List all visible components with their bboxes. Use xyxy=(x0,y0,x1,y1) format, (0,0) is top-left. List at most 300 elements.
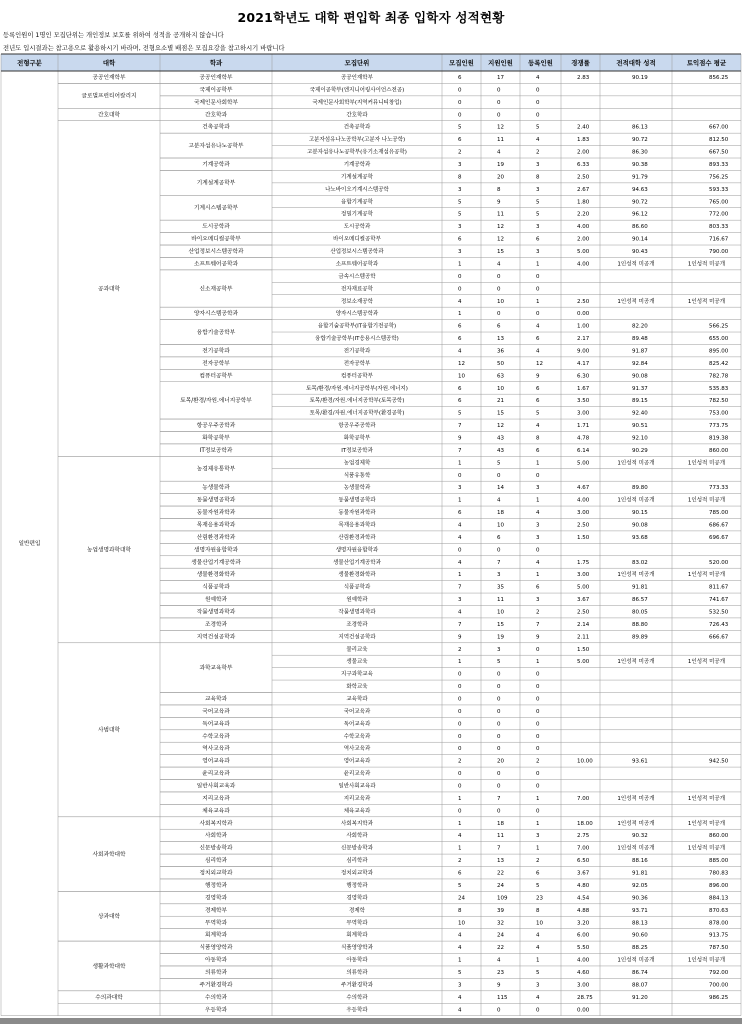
unit-cell: 아동학과 xyxy=(346,957,368,964)
quota-cell: 4 xyxy=(458,522,462,529)
applicants-cell: 0 xyxy=(497,547,501,554)
enrolled-cell: 4 xyxy=(536,423,540,430)
unit-cell: 교육학과 xyxy=(346,696,368,703)
gpa-cell: 94.63 xyxy=(632,186,648,193)
column-header: 모집단위 xyxy=(344,59,370,67)
enrolled-cell: 0 xyxy=(536,746,540,753)
department-cell: 간호학과 xyxy=(205,112,227,119)
unit-cell: 동물자원과학과 xyxy=(338,510,376,517)
column-header: 지원인원 xyxy=(488,59,513,67)
department-cell: 소프트웨어공학과 xyxy=(194,261,238,268)
enrolled-cell: 3 xyxy=(536,522,540,529)
applicants-cell: 0 xyxy=(497,286,501,293)
toeic-cell: 666.67 xyxy=(709,634,729,641)
enrolled-cell: 0 xyxy=(536,721,540,728)
college-cell: 간호대학 xyxy=(98,112,120,119)
unit-cell: 식품영양학과 xyxy=(341,945,373,952)
department-cell: 전기공학과 xyxy=(202,348,230,355)
enrolled-cell: 0 xyxy=(536,783,540,790)
ratio-cell: 4.88 xyxy=(577,907,590,914)
ratio-cell: 6.00 xyxy=(577,932,590,939)
quota-cell: 0 xyxy=(458,808,462,815)
quota-cell: 0 xyxy=(458,721,462,728)
ratio-cell: 4.17 xyxy=(577,360,590,367)
ratio-cell: 3.00 xyxy=(577,410,590,417)
department-cell: 식품영양학과 xyxy=(199,945,233,952)
ratio-cell: 1.71 xyxy=(577,423,590,430)
unit-cell: 체육교육과 xyxy=(343,808,371,815)
gpa-cell: 96.12 xyxy=(632,211,648,218)
unit-cell: 신문방송학과 xyxy=(341,845,373,852)
applicants-cell: 109 xyxy=(497,895,508,902)
department-cell: 기계설계공학부 xyxy=(196,180,236,187)
quota-cell: 0 xyxy=(458,733,462,740)
unit-cell: 고분자섬유나노공학부(고분자 나노공학) xyxy=(308,137,406,144)
ratio-cell: 2.40 xyxy=(577,124,590,131)
unit-cell: 식품유통학 xyxy=(343,472,371,479)
applicants-cell: 19 xyxy=(497,634,504,641)
toeic-cell: 782.50 xyxy=(709,398,729,405)
unit-cell: 양자시스템공학과 xyxy=(335,311,379,318)
toeic-cell: 787.50 xyxy=(709,945,729,952)
ratio-cell: 1.75 xyxy=(577,559,590,566)
gpa-cell: 91.20 xyxy=(632,994,648,1001)
unit-cell: 심리학과 xyxy=(346,858,368,865)
enrolled-cell: 6 xyxy=(536,447,540,454)
unit-cell: 금속시스템공학 xyxy=(338,273,376,280)
unit-cell: 영어교육과 xyxy=(343,758,371,765)
unit-cell: 정밀기계공학 xyxy=(341,211,373,218)
applicants-cell: 12 xyxy=(497,423,504,430)
applicants-cell: 19 xyxy=(497,162,504,169)
unit-cell: 작물생명과학과 xyxy=(338,609,376,616)
gpa-cell: 93.71 xyxy=(632,907,648,914)
gpa-cell: 88.16 xyxy=(632,858,648,865)
quota-cell: 8 xyxy=(458,907,462,914)
unit-cell: 수학교육과 xyxy=(343,733,371,740)
unit-cell: 경영학과 xyxy=(346,895,368,902)
quota-cell: 1 xyxy=(458,659,462,666)
department-cell: 과학교육학부 xyxy=(199,665,233,672)
enrolled-cell: 4 xyxy=(536,75,540,82)
unit-cell: 목재응용과학과 xyxy=(338,522,376,529)
enrolled-cell: 1 xyxy=(536,261,540,268)
column-header: 토익점수 평균 xyxy=(686,59,727,67)
applicants-cell: 7 xyxy=(497,559,501,566)
ratio-cell: 1.67 xyxy=(577,385,590,392)
ratio-cell: 3.00 xyxy=(577,510,590,517)
ratio-cell: 2.17 xyxy=(577,336,590,343)
department-cell: 공공인재학부 xyxy=(199,75,233,82)
department-cell: 일반사회교육과 xyxy=(196,783,236,790)
quota-cell: 4 xyxy=(458,833,462,840)
department-cell: 의류학과 xyxy=(205,969,227,976)
enrolled-cell: 6 xyxy=(536,236,540,243)
applicants-cell: 23 xyxy=(497,969,504,976)
toeic-cell: 667.50 xyxy=(709,149,729,156)
department-cell: 전자공학부 xyxy=(202,360,230,367)
quota-cell: 5 xyxy=(458,410,462,417)
enrolled-cell: 3 xyxy=(536,485,540,492)
enrolled-cell: 6 xyxy=(536,870,540,877)
gpa-cell: 88.80 xyxy=(632,621,648,628)
unit-cell: 역사교육과 xyxy=(343,746,371,753)
department-cell: 수의학과 xyxy=(205,994,227,1001)
department-cell: 역사교육과 xyxy=(202,746,230,753)
department-cell: 신소재공학부 xyxy=(199,286,233,293)
enrolled-cell: 7 xyxy=(536,621,540,628)
unit-cell: 전자재료공학 xyxy=(341,286,373,293)
enrolled-cell: 4 xyxy=(536,510,540,517)
ratio-cell: 3.50 xyxy=(577,398,590,405)
ratio-cell: 5.00 xyxy=(577,460,590,467)
ratio-cell: 9.00 xyxy=(577,348,590,355)
quota-cell: 4 xyxy=(458,932,462,939)
department-cell: 무역학과 xyxy=(205,920,227,927)
unit-cell: 산림환경과학과 xyxy=(338,534,376,541)
unit-cell: 동물생명공학과 xyxy=(338,497,376,504)
applicants-cell: 50 xyxy=(497,360,504,367)
department-cell: 컴퓨터공학부 xyxy=(199,373,233,380)
toeic-cell: 782.78 xyxy=(709,373,729,380)
quota-cell: 3 xyxy=(458,162,462,169)
ratio-cell: 6.50 xyxy=(577,858,590,865)
ratio-cell: 2.50 xyxy=(577,298,590,305)
quota-cell: 3 xyxy=(458,982,462,989)
unit-cell: 건축공학과 xyxy=(343,124,371,131)
unit-cell: 사회복지학과 xyxy=(341,820,373,827)
applicants-cell: 9 xyxy=(497,982,501,989)
gpa-cell: 90.32 xyxy=(632,833,648,840)
department-cell: 주거환경학과 xyxy=(199,982,233,989)
ratio-cell: 5.00 xyxy=(577,659,590,666)
unit-cell: 나노바이오기계시스템공학 xyxy=(325,186,389,193)
ratio-cell: 2.00 xyxy=(577,149,590,156)
quota-cell: 6 xyxy=(458,870,462,877)
college-cell: 공과대학 xyxy=(98,286,120,293)
ratio-cell: 4.00 xyxy=(577,957,590,964)
department-cell: 농경제유통학부 xyxy=(196,466,236,473)
toeic-cell: 1인성적 미공개 xyxy=(687,820,726,827)
department-cell: 융합기술공학부 xyxy=(196,329,236,336)
college-cell: 생활과학대학 xyxy=(92,963,126,970)
toeic-cell: 792.00 xyxy=(709,969,729,976)
department-cell: 체육교육과 xyxy=(202,808,230,815)
toeic-cell: 700.00 xyxy=(709,982,729,989)
enrolled-cell: 4 xyxy=(536,932,540,939)
unit-cell: 융합기계공학 xyxy=(341,199,373,206)
gpa-cell: 89.89 xyxy=(632,634,648,641)
unit-cell: 주거환경학과 xyxy=(341,982,373,989)
quota-cell: 4 xyxy=(458,1007,462,1014)
ratio-cell: 4.60 xyxy=(577,969,590,976)
gpa-cell: 90.43 xyxy=(632,249,648,256)
ratio-cell: 4.00 xyxy=(577,224,590,231)
gpa-cell: 1인성적 미공개 xyxy=(617,659,655,666)
notice-line-2: 전년도 입시결과는 참고용으로 활용하시기 바라며, 전형요소별 배점은 모집요강을 참고하시기 바랍니다 xyxy=(3,45,285,52)
unit-cell: 토목/환경/자원.에너지공학부(토목공학) xyxy=(309,398,405,405)
enrolled-cell: 1 xyxy=(536,460,540,467)
enrolled-cell: 4 xyxy=(536,945,540,952)
toeic-cell: 893.33 xyxy=(709,162,729,169)
gpa-cell: 83.02 xyxy=(632,559,648,566)
gpa-cell: 93.61 xyxy=(632,758,648,765)
quota-cell: 10 xyxy=(458,373,465,380)
toeic-cell: 803.33 xyxy=(709,224,729,231)
toeic-cell: 696.67 xyxy=(709,534,729,541)
gpa-cell: 88.07 xyxy=(632,982,648,989)
unit-cell: 원예학과 xyxy=(346,597,368,604)
quota-cell: 1 xyxy=(458,820,462,827)
gpa-cell: 90.14 xyxy=(632,236,648,243)
applicants-cell: 9 xyxy=(497,199,501,206)
quota-cell: 0 xyxy=(458,708,462,715)
toeic-cell: 1인성적 미공개 xyxy=(687,497,726,504)
quota-cell: 6 xyxy=(458,398,462,405)
column-header: 모집인원 xyxy=(449,59,474,67)
applicants-cell: 8 xyxy=(497,186,501,193)
applicants-cell: 18 xyxy=(497,510,504,517)
quota-cell: 10 xyxy=(458,920,465,927)
quota-cell: 7 xyxy=(458,621,462,628)
quota-cell: 4 xyxy=(458,348,462,355)
gpa-cell: 89.15 xyxy=(632,398,648,405)
enrolled-cell: 9 xyxy=(536,634,540,641)
unit-cell: 융합기술공학부(IT응용시스템공학) xyxy=(315,336,399,343)
department-cell: 사회복지학과 xyxy=(199,820,233,827)
unit-cell: 정보소재공학 xyxy=(341,298,373,305)
ratio-cell: 10.00 xyxy=(577,758,593,765)
enrolled-cell: 0 xyxy=(536,1007,540,1014)
department-cell: 원예학과 xyxy=(205,597,227,604)
applicants-cell: 0 xyxy=(497,771,501,778)
quota-cell: 3 xyxy=(458,186,462,193)
quota-cell: 0 xyxy=(458,671,462,678)
toeic-cell: 896.00 xyxy=(709,882,729,889)
ratio-cell: 2.14 xyxy=(577,621,590,628)
ratio-cell: 2.75 xyxy=(577,833,590,840)
applicants-cell: 63 xyxy=(497,373,504,380)
quota-cell: 3 xyxy=(458,249,462,256)
enrolled-cell: 0 xyxy=(536,112,540,119)
toeic-cell: 1인성적 미공개 xyxy=(687,261,726,268)
quota-cell: 6 xyxy=(458,336,462,343)
quota-cell: 4 xyxy=(458,945,462,952)
quota-cell: 4 xyxy=(458,534,462,541)
applicants-cell: 11 xyxy=(497,211,504,218)
gpa-cell: 90.08 xyxy=(632,373,648,380)
ratio-cell: 2.50 xyxy=(577,609,590,616)
quota-cell: 5 xyxy=(458,124,462,131)
enrolled-cell: 6 xyxy=(536,336,540,343)
gpa-cell: 1인성적 미공개 xyxy=(617,820,655,827)
enrolled-cell: 8 xyxy=(536,907,540,914)
toeic-cell: 753.00 xyxy=(709,410,729,417)
enrolled-cell: 8 xyxy=(536,435,540,442)
enrolled-cell: 3 xyxy=(536,982,540,989)
enrolled-cell: 6 xyxy=(536,385,540,392)
college-cell: 수의과대학 xyxy=(95,994,123,1001)
gpa-cell: 90.72 xyxy=(632,137,648,144)
ratio-cell: 0.00 xyxy=(577,311,590,318)
notice-line-1: 등록인원이 1명인 모집단위는 개인정보 보호를 위하여 성적을 공개하지 않습니다 xyxy=(3,32,224,39)
unit-cell: 행정학과 xyxy=(346,882,368,889)
department-cell: 기계시스템공학부 xyxy=(194,205,238,212)
selection-type-cell: 일반편입 xyxy=(18,541,41,548)
ratio-cell: 4.67 xyxy=(577,485,590,492)
quota-cell: 1 xyxy=(458,572,462,579)
quota-cell: 3 xyxy=(458,485,462,492)
toeic-cell: 566.25 xyxy=(709,323,729,330)
applicants-cell: 4 xyxy=(497,957,501,964)
unit-cell: 바이오메디컬공학부 xyxy=(333,236,381,243)
applicants-cell: 12 xyxy=(497,236,504,243)
department-cell: 조경학과 xyxy=(205,621,227,628)
applicants-cell: 0 xyxy=(497,721,501,728)
ratio-cell: 5.00 xyxy=(577,584,590,591)
enrolled-cell: 3 xyxy=(536,224,540,231)
unit-cell: 국제이공학부(엔지니어링사이언스전공) xyxy=(309,87,405,94)
gpa-cell: 1인성적 미공개 xyxy=(617,572,655,579)
ratio-cell: 1.50 xyxy=(577,534,590,541)
department-cell: 신문방송학과 xyxy=(199,845,233,852)
quota-cell: 3 xyxy=(458,224,462,231)
enrolled-cell: 12 xyxy=(536,360,543,367)
gpa-cell: 1인성적 미공개 xyxy=(617,460,655,467)
enrolled-cell: 1 xyxy=(536,298,540,305)
applicants-cell: 4 xyxy=(497,149,501,156)
department-cell: IT정보공학과 xyxy=(199,447,233,454)
unit-cell: 조경학과 xyxy=(346,621,368,628)
enrolled-cell: 0 xyxy=(536,273,540,280)
college-cell: 상과대학 xyxy=(98,914,120,921)
quota-cell: 0 xyxy=(458,112,462,119)
department-cell: 독어교육과 xyxy=(202,721,230,728)
gpa-cell: 90.19 xyxy=(632,75,648,82)
enrolled-cell: 1 xyxy=(536,572,540,579)
gpa-cell: 89.48 xyxy=(632,336,648,343)
unit-cell: 도시공학과 xyxy=(343,224,371,231)
gpa-cell: 86.13 xyxy=(632,124,648,131)
gpa-cell: 90.38 xyxy=(632,162,648,169)
ratio-cell: 3.67 xyxy=(577,597,590,604)
applicants-cell: 12 xyxy=(497,124,504,131)
enrolled-cell: 1 xyxy=(536,845,540,852)
unit-cell: 윤리교육과 xyxy=(343,771,371,778)
unit-cell: 전기공학과 xyxy=(343,348,371,355)
ratio-cell: 2.50 xyxy=(577,522,590,529)
toeic-cell: 1인성적 미공개 xyxy=(687,298,726,305)
quota-cell: 6 xyxy=(458,385,462,392)
department-cell: 지리교육과 xyxy=(202,795,230,802)
enrolled-cell: 5 xyxy=(536,199,540,206)
quota-cell: 12 xyxy=(458,360,465,367)
gpa-cell: 91.79 xyxy=(632,174,648,181)
department-cell: 지역건설공학과 xyxy=(196,634,236,641)
unit-cell: 지리교육과 xyxy=(343,795,371,802)
unit-cell: 기계설계공학 xyxy=(341,174,373,181)
toeic-cell: 878.00 xyxy=(709,920,729,927)
enrolled-cell: 3 xyxy=(536,162,540,169)
applicants-cell: 0 xyxy=(497,746,501,753)
department-cell: 영어교육과 xyxy=(202,758,230,765)
quota-cell: 0 xyxy=(458,273,462,280)
gpa-cell: 86.30 xyxy=(632,149,648,156)
enrolled-cell: 5 xyxy=(536,882,540,889)
department-cell: 산업정보시스템공학과 xyxy=(188,249,244,256)
quota-cell: 4 xyxy=(458,609,462,616)
quota-cell: 2 xyxy=(458,646,462,653)
quota-cell: 7 xyxy=(458,447,462,454)
toeic-cell: 819.38 xyxy=(709,435,729,442)
quota-cell: 6 xyxy=(458,137,462,144)
enrolled-cell: 3 xyxy=(536,534,540,541)
enrolled-cell: 0 xyxy=(536,472,540,479)
gpa-cell: 92.84 xyxy=(632,360,648,367)
toeic-cell: 667.00 xyxy=(709,124,729,131)
department-cell: 행정학과 xyxy=(205,882,227,889)
department-cell: 목재응용과학과 xyxy=(196,522,236,529)
quota-cell: 1 xyxy=(458,957,462,964)
applicants-cell: 0 xyxy=(497,87,501,94)
department-cell: 동물자원과학과 xyxy=(196,510,236,517)
quota-cell: 1 xyxy=(458,845,462,852)
department-cell: 회계학과 xyxy=(205,932,227,939)
gpa-cell: 1인성적 미공개 xyxy=(617,957,655,964)
unit-cell: 항공우주공학과 xyxy=(338,423,376,430)
enrolled-cell: 2 xyxy=(536,758,540,765)
quota-cell: 6 xyxy=(458,323,462,330)
department-cell: 작물생명과학과 xyxy=(196,609,236,616)
applicants-cell: 17 xyxy=(497,75,504,82)
unit-cell: 융합기술공학부(IT융합기전공학) xyxy=(317,323,397,330)
applicants-cell: 10 xyxy=(497,385,504,392)
quota-cell: 0 xyxy=(458,87,462,94)
ratio-cell: 7.00 xyxy=(577,795,590,802)
unit-cell: 의류학과 xyxy=(346,969,368,976)
applicants-cell: 6 xyxy=(497,323,501,330)
unit-cell: 화학공학부 xyxy=(343,435,371,442)
enrolled-cell: 4 xyxy=(536,994,540,1001)
gpa-cell: 90.36 xyxy=(632,895,648,902)
ratio-cell: 5.50 xyxy=(577,945,590,952)
department-cell: 생명자원융합학과 xyxy=(194,547,238,554)
unit-cell: 기계공학과 xyxy=(343,162,371,169)
applicants-cell: 10 xyxy=(497,298,504,305)
unit-cell: 독어교육과 xyxy=(343,721,371,728)
ratio-cell: 6.14 xyxy=(577,447,590,454)
applicants-cell: 0 xyxy=(497,472,501,479)
college-cell: 공공인재학부 xyxy=(92,75,126,82)
applicants-cell: 7 xyxy=(497,795,501,802)
unit-cell: 회계학과 xyxy=(346,932,368,939)
applicants-cell: 0 xyxy=(497,708,501,715)
unit-cell: 국어교육과 xyxy=(343,708,371,715)
applicants-cell: 24 xyxy=(497,882,504,889)
quota-cell: 1 xyxy=(458,795,462,802)
toeic-cell: 785.00 xyxy=(709,510,729,517)
enrolled-cell: 0 xyxy=(536,733,540,740)
toeic-cell: 780.83 xyxy=(709,870,729,877)
applicants-cell: 15 xyxy=(497,410,504,417)
enrolled-cell: 4 xyxy=(536,559,540,566)
department-cell: 산림환경과학과 xyxy=(196,534,236,541)
gpa-cell: 89.80 xyxy=(632,485,648,492)
department-cell: 기계공학과 xyxy=(202,162,230,169)
applicants-cell: 7 xyxy=(497,845,501,852)
department-cell: 교육학과 xyxy=(205,696,227,703)
applicants-cell: 20 xyxy=(497,174,504,181)
